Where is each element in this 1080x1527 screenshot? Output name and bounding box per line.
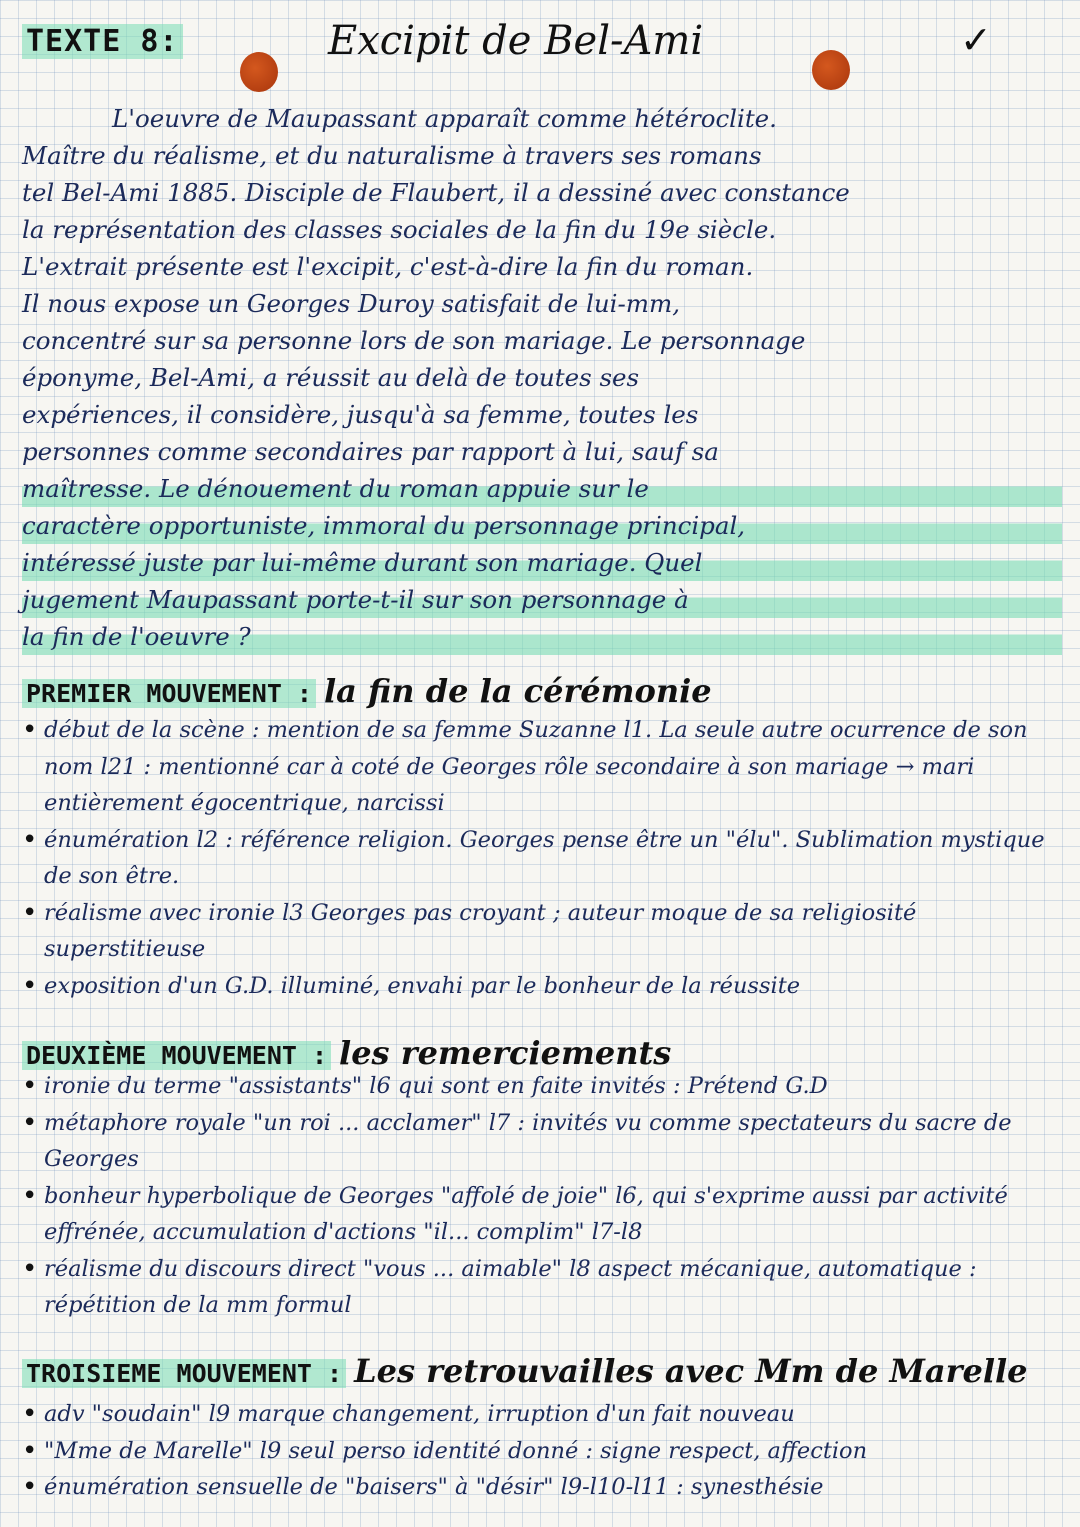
intro-line: expériences, il considère, jusqu'à sa femme, toutes les [22, 400, 699, 429]
section-subtitle: Les retrouvailles avec Mm de Marelle [354, 1352, 1028, 1390]
bullet-item: • "Mme de Marelle" l9 seul perso identité donné : signe respect, affection [22, 1433, 1067, 1470]
section-subtitle: les remerciements [339, 1034, 672, 1072]
intro-line: Maître du réalisme, et du naturalisme à travers ses romans [22, 141, 762, 170]
binder-hole-left [240, 52, 278, 92]
section-heading-3 [22, 1352, 1028, 1390]
intro-line-highlighted: la fin de l'oeuvre ? [22, 618, 1062, 655]
section-2-bullets [22, 1068, 1067, 1324]
bullet-item: • adv "soudain" l9 marque changement, irruption d'un fait nouveau [22, 1396, 1067, 1433]
section-label: PREMIER MOUVEMENT : [22, 679, 316, 708]
page-title: Excipit de Bel-Ami [328, 18, 704, 64]
bullet-item: • réalisme du discours direct "vous ... aimable" l8 aspect mécanique, automatique : répétition de la mm formul [22, 1251, 1067, 1324]
bullet-item: • début de la scène : mention de sa femme Suzanne l1. La seule autre ocurrence de son nom l21 : mentionné car à coté de Georges rôle secondaire à son mariage → mari entièrement égocentrique, narcissi [22, 712, 1067, 822]
intro-line: L'oeuvre de Maupassant apparaît comme hétéroclite. [112, 104, 777, 133]
intro-line: la représentation des classes sociales de la fin du 19e siècle. [22, 215, 777, 244]
checkmark-icon: ✓ [960, 18, 992, 62]
section-label: TROISIEME MOUVEMENT : [22, 1359, 346, 1388]
intro-line: Il nous expose un Georges Duroy satisfait de lui-mm, [22, 289, 681, 318]
bullet-item: • énumération l2 : référence religion. Georges pense être un "élu". Sublimation mystique de son être. [22, 822, 1067, 895]
intro-line-highlighted: jugement Maupassant porte-t-il sur son personnage à [22, 581, 1062, 618]
bullet-item: • métaphore royale "un roi ... acclamer" l7 : invités vu comme spectateurs du sacre de Georges [22, 1105, 1067, 1178]
intro-line: personnes comme secondaires par rapport à lui, sauf sa [22, 437, 719, 466]
binder-hole-right [812, 50, 850, 90]
intro-line: L'extrait présente est l'excipit, c'est-à-dire la fin du roman. [22, 252, 754, 281]
intro-line: concentré sur sa personne lors de son mariage. Le personnage [22, 326, 806, 355]
section-subtitle: la fin de la cérémonie [323, 672, 712, 710]
intro-line: tel Bel-Ami 1885. Disciple de Flaubert, il a dessiné avec constance [22, 178, 850, 207]
section-heading-1 [22, 672, 712, 710]
bullet-item: • bonheur hyperbolique de Georges "affolé de joie" l6, qui s'exprime aussi par activité effrénée, accumulation d'actions "il... complim" l7-l8 [22, 1178, 1067, 1251]
bullet-item: • réalisme avec ironie l3 Georges pas croyant ; auteur moque de sa religiosité superstitieuse [22, 895, 1067, 968]
text-number-label: TEXTE 8: [22, 24, 183, 59]
intro-line-highlighted: maîtresse. Le dénouement du roman appuie sur le [22, 470, 1062, 507]
section-1-bullets [22, 712, 1067, 1004]
section-3-bullets [22, 1396, 1067, 1506]
bullet-item: • énumération sensuelle de "baisers" à "désir" l9-l10-l11 : synesthésie [22, 1469, 1067, 1506]
section-label: DEUXIÈME MOUVEMENT : [22, 1041, 331, 1070]
bullet-item: • exposition d'un G.D. illuminé, envahi par le bonheur de la réussite [22, 968, 1067, 1005]
intro-line: éponyme, Bel-Ami, a réussit au delà de toutes ses [22, 363, 640, 392]
section-heading-2 [22, 1034, 671, 1072]
introduction-paragraph [22, 100, 1062, 655]
intro-line-highlighted: caractère opportuniste, immoral du personnage principal, [22, 507, 1062, 544]
intro-line-highlighted: intéressé juste par lui-même durant son mariage. Quel [22, 544, 1062, 581]
bullet-item: • ironie du terme "assistants" l6 qui sont en faite invités : Prétend G.D [22, 1068, 1067, 1105]
